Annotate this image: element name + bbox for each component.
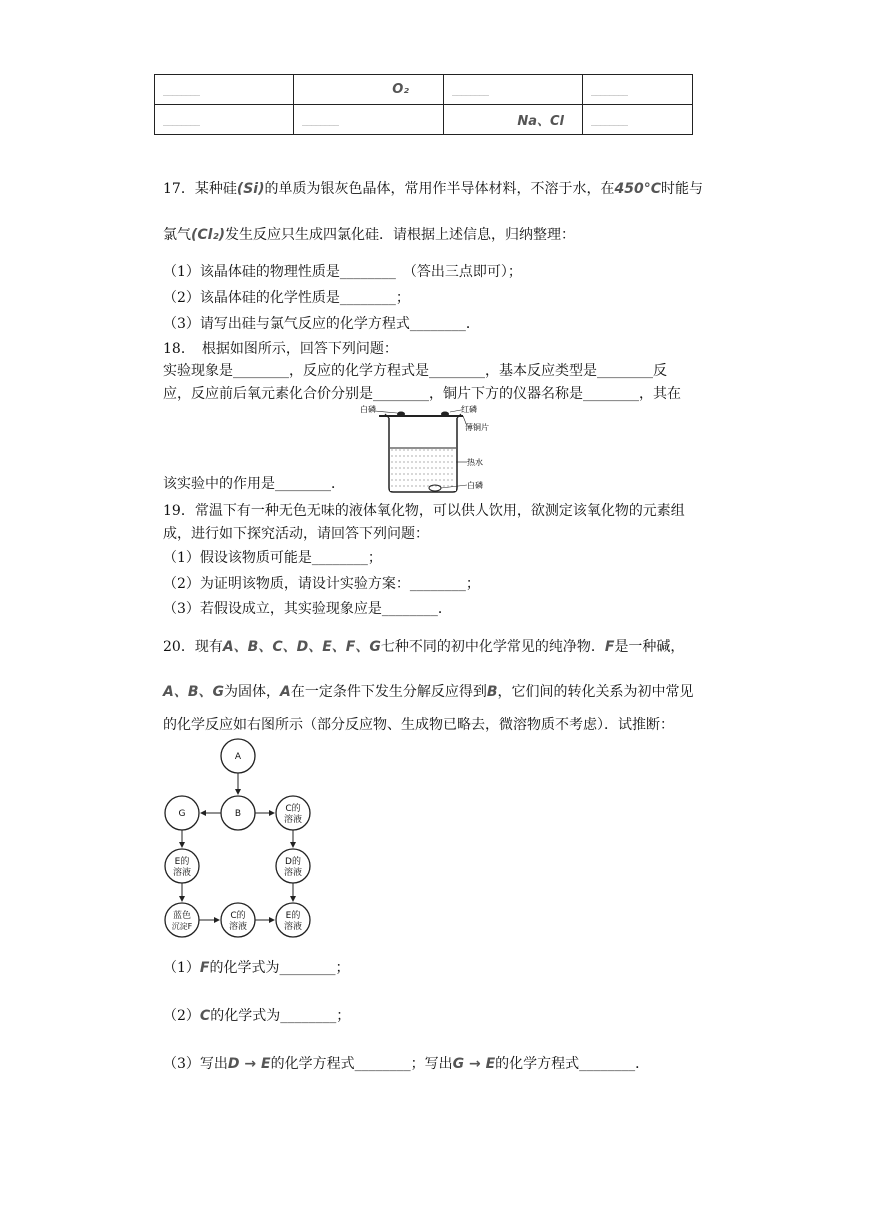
q17-line1: 17．某种硅(Si)的单质为银灰色晶体，常用作半导体材料，不溶于水，在450°C时能与 [163,181,704,197]
q20-line2: A、B、G为固体，A在一定条件下发生分解反应得到B，它们间的转化关系为初中常见 [163,684,694,700]
table-cell: ________ [444,75,583,105]
q17-line2: 氯气(Cl₂)发生反应只生成四氯化硅．请根据上述信息，归纳整理： [163,227,576,243]
q17-part3: （3）请写出硅与氯气反应的化学方程式________． [163,316,480,332]
q19-part3: （3）若假设成立，其实验现象应是________． [163,601,452,617]
table-cell: Na、Cl [444,105,583,135]
hot-water-label: 热水 [467,458,483,467]
red-phosphorus-label: 红磷 [461,405,477,414]
q20-line3: 的化学反应如右图所示（部分反应物、生成物已略去，微溶物质不考虑）．试推断： [163,717,674,733]
answer-table [154,74,693,135]
q17-part1: （1）该晶体硅的物理性质是________ （答出三点即可）； [163,264,522,280]
q18-line3: 应，反应前后氧元素化合价分别是________，铜片下方的仪器名称是________，其在 [163,386,681,402]
table-row [155,75,693,105]
node-C2-sublabel: 溶液 [228,922,248,932]
conversion-diagram [155,738,325,943]
table-cell: ________ [155,105,294,135]
node-E2-sublabel: 溶液 [283,922,303,932]
beaker-figure [355,402,505,494]
node-C2-label: C的 [230,911,246,921]
table-cell: ________ [583,105,693,135]
node-B-label: B [234,809,242,819]
node-E1-label: E的 [174,857,190,867]
table-cell: ________ [583,75,693,105]
node-E2-label: E的 [285,911,301,921]
q20-part2: （2）C的化学式为________； [163,1008,351,1024]
table-row [155,105,693,135]
node-C1-label: C的 [285,804,301,814]
node-G-label: G [178,809,186,819]
node-D-label: D的 [285,857,301,867]
node-F-label: 蓝色 [172,911,192,921]
q17-part2: （2）该晶体硅的化学性质是________； [163,290,410,306]
q19-line1: 19．常温下有一种无色无味的液体氧化物，可以供人饮用，欲测定该氧化物的元素组 [163,503,685,519]
table-cell: O₂ [294,75,444,105]
node-E1-sublabel: 溶液 [172,868,192,878]
white-phosphorus-bottom-label: 白磷 [467,481,483,490]
q20-part1: （1）F的化学式为________； [163,960,350,976]
q20-part3: （3）写出D → E的化学方程式________；写出G → E的化学方程式________． [163,1056,650,1072]
node-C1-sublabel: 溶液 [283,815,303,825]
q20-line1: 20．现有A、B、C、D、E、F、G七种不同的初中化学常见的纯净物．F是一种碱， [163,639,685,655]
q19-part1: （1）假设该物质可能是________； [163,550,382,566]
q18-line2: 实验现象是________，反应的化学方程式是________，基本反应类型是________反 [163,363,667,379]
q19-line2: 成，进行如下探究活动，请回答下列问题： [163,526,429,542]
node-A-label: A [234,752,242,762]
table-cell: ________ [294,105,444,135]
q19-part2: （2）为证明该物质，请设计实验方案：________； [163,576,480,592]
copper-sheet-label: 薄铜片 [465,423,489,432]
q18-title: 18． 根据如图所示，回答下列问题： [163,341,398,357]
node-F-sublabel: 沉淀F [171,922,193,931]
node-D-sublabel: 溶液 [283,868,303,878]
q18-line4: 该实验中的作用是________． [163,476,345,492]
white-phosphorus-label: 白磷 [360,405,376,414]
table-cell: ________ [155,75,294,105]
